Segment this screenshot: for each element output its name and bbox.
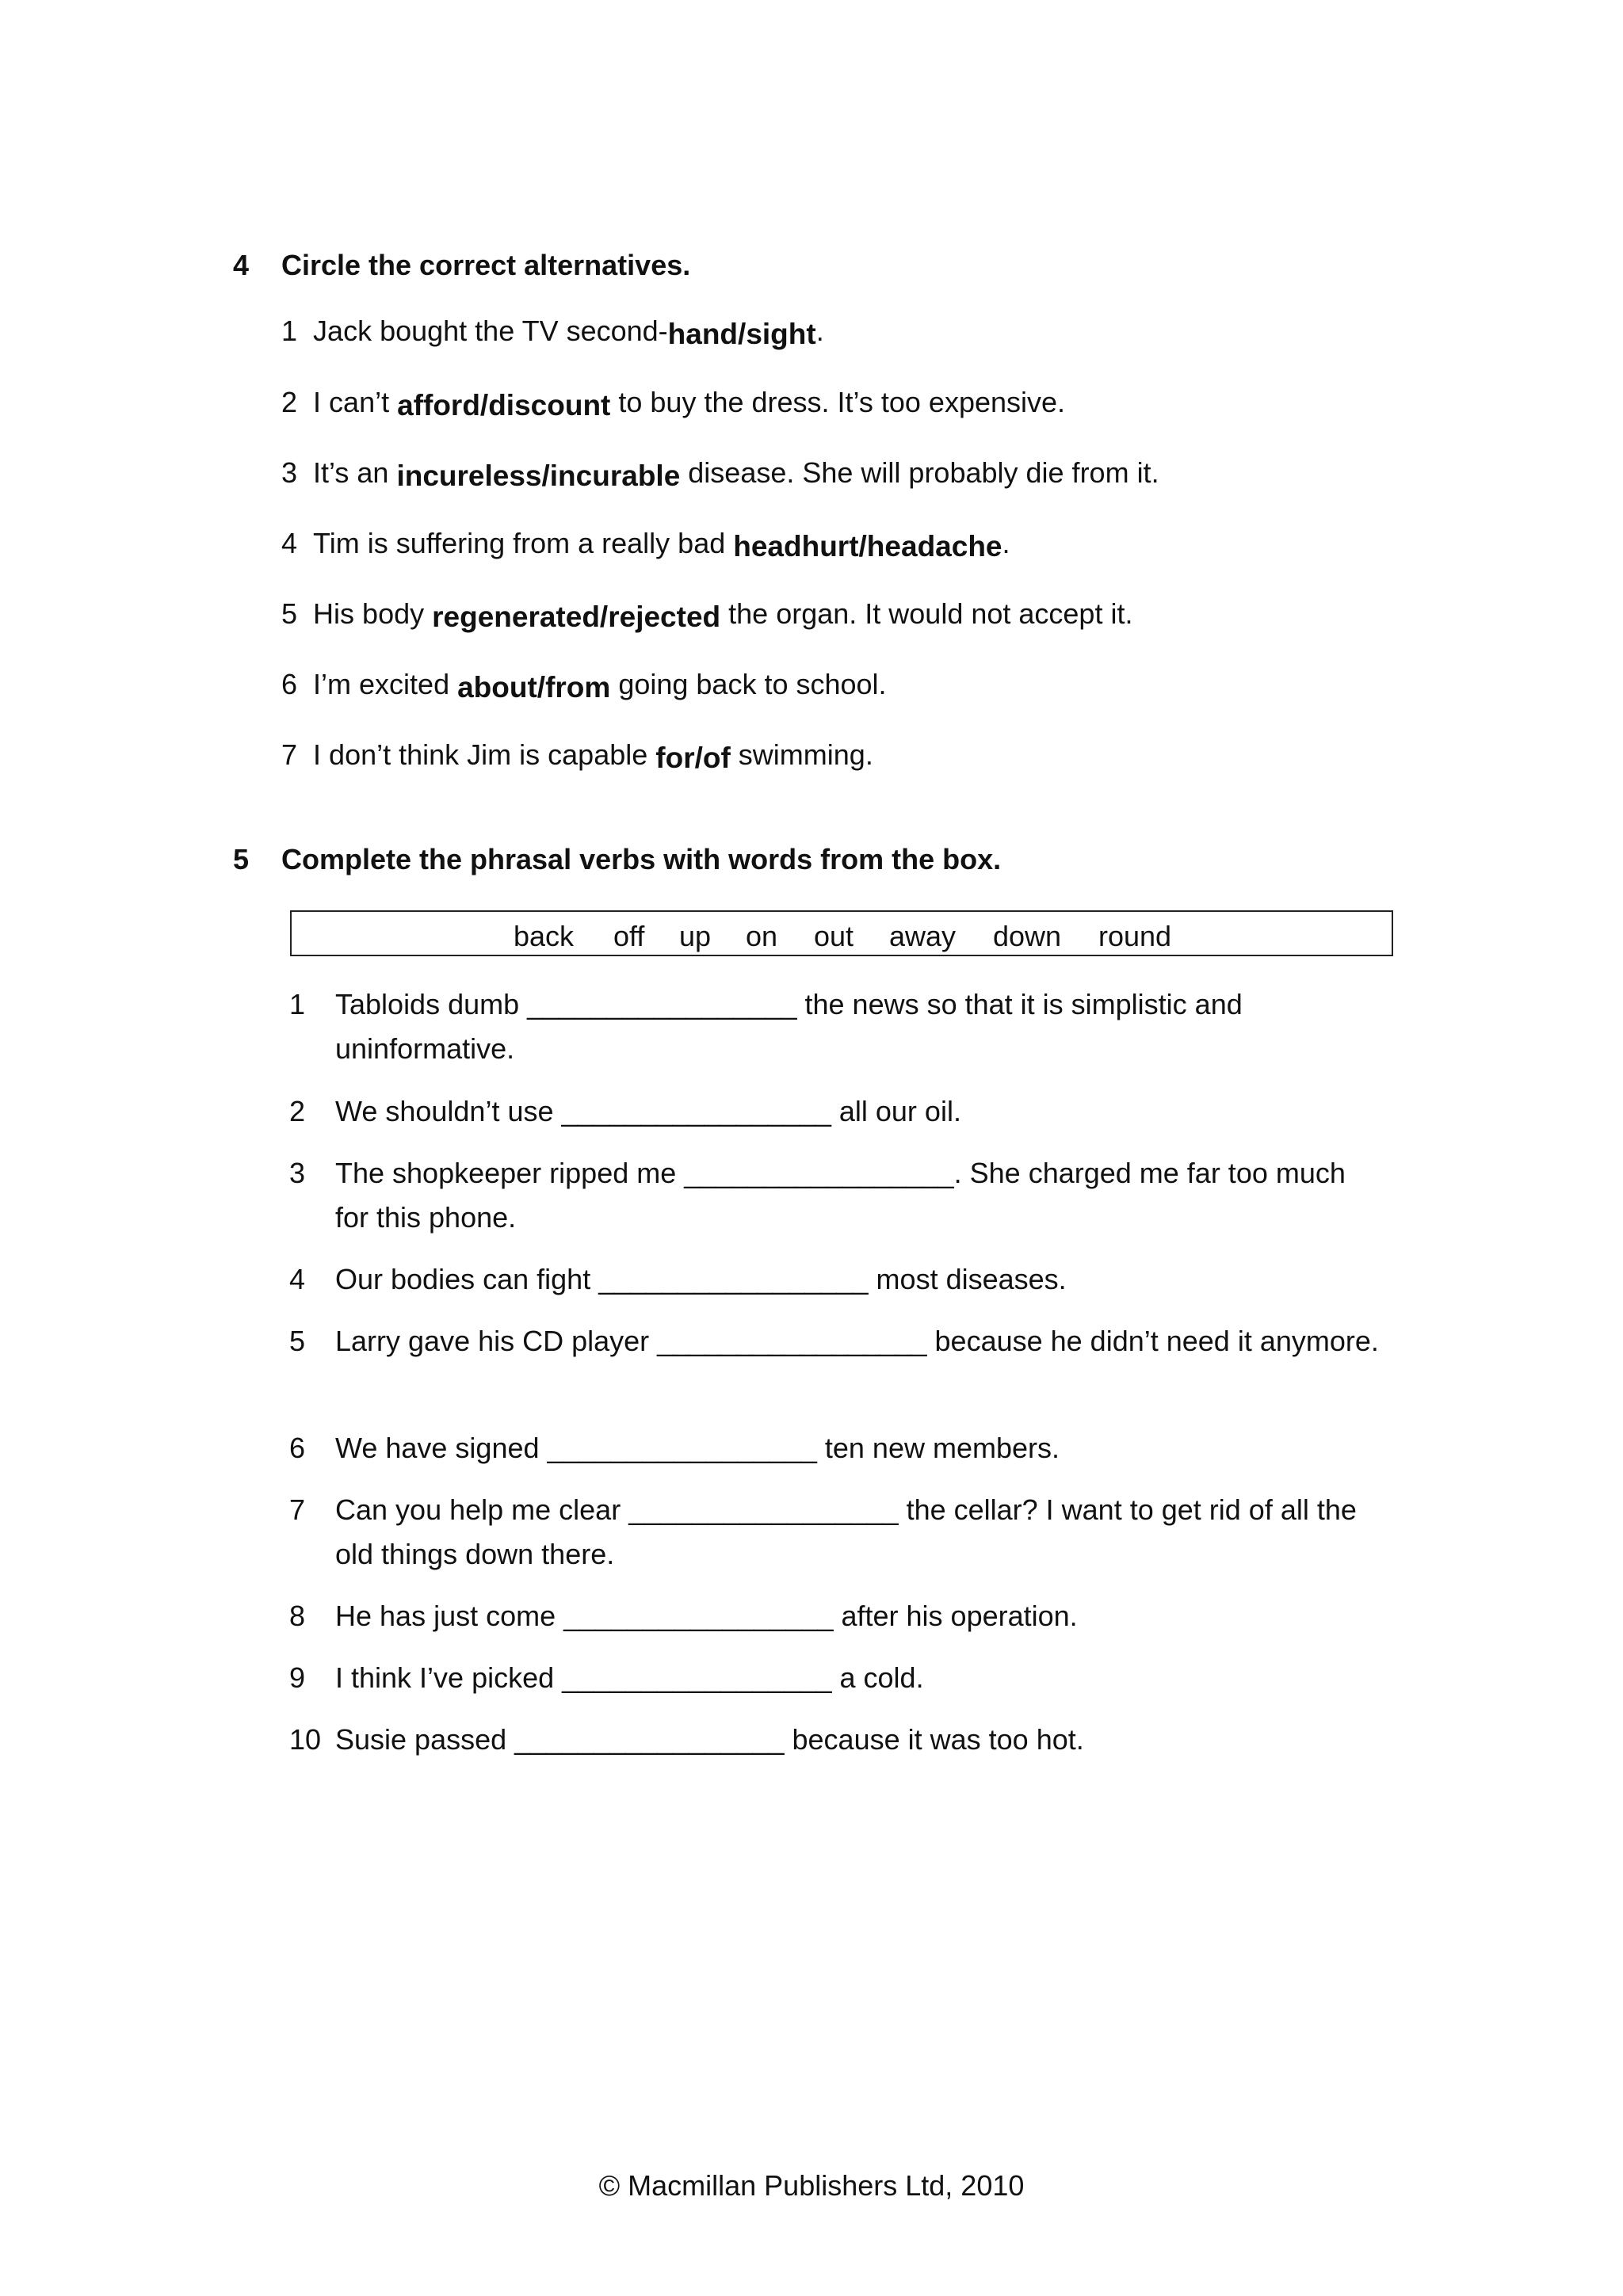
item-text: Can you help me clear _________________ the cellar? I want to get rid of all the old things down there. (335, 1493, 1357, 1570)
item-text: His body (313, 597, 433, 630)
item-text-end: to buy the dress. It’s too expensive. (610, 386, 1066, 418)
item-number: 8 (289, 1600, 306, 1632)
box-word: down (993, 920, 1062, 952)
ex4-item (281, 668, 887, 704)
item-text: Tabloids dumb _________________ the news so that it is simplistic and uninformative. (335, 988, 1243, 1065)
item-number: 2 (281, 386, 298, 418)
ex4-item (281, 456, 1159, 490)
item-text: Our bodies can fight _________________ most diseases. (335, 1263, 1067, 1295)
item-text: The shopkeeper ripped me _________________. She charged me far too much for this phone. (335, 1157, 1346, 1234)
item-number: 9 (289, 1661, 306, 1694)
item-text: I don’t think Jim is capable (313, 738, 656, 771)
ex4-item (281, 738, 873, 772)
item-options[interactable]: headhurt/headache (733, 530, 1002, 563)
box-word: away (889, 920, 957, 952)
item-options[interactable]: regenerated/rejected (432, 601, 721, 633)
item-number: 5 (281, 597, 298, 630)
item-number: 6 (281, 668, 298, 700)
item-text-end: the organ. It would not accept it. (720, 597, 1133, 630)
item-text-end: swimming. (730, 738, 873, 771)
item-text-end: . (1002, 527, 1010, 559)
item-number: 1 (281, 315, 298, 347)
item-text: Jack bought the TV second- (313, 315, 668, 347)
exercise-5-number: 5 (233, 843, 250, 875)
exercise-5-instruction: Complete the phrasal verbs with words from the box. (281, 843, 1002, 875)
item-text: We have signed _________________ ten new members. (335, 1432, 1060, 1464)
item-number: 1 (289, 988, 306, 1020)
box-word: back (514, 920, 575, 952)
box-word: round (1098, 920, 1172, 952)
item-number: 5 (289, 1325, 306, 1357)
item-text: It’s an (313, 456, 397, 489)
item-text: We shouldn’t use _________________ all our oil. (335, 1095, 961, 1127)
ex4-item (281, 315, 824, 348)
item-number: 10 (289, 1723, 322, 1756)
item-text: Susie passed _________________ because it was too hot. (335, 1723, 1084, 1756)
item-options[interactable]: for/of (655, 742, 731, 774)
box-word: out (814, 920, 854, 952)
item-text-end: disease. She will probably die from it. (680, 456, 1159, 489)
item-text: I’m excited (313, 668, 458, 700)
word-box (290, 910, 1393, 956)
ex4-item (281, 597, 1132, 631)
box-word: up (679, 920, 712, 952)
item-options[interactable]: afford/discount (397, 389, 611, 421)
item-text: Tim is suffering from a really bad (313, 527, 734, 559)
item-text: Larry gave his CD player _________________ because he didn’t need it anymore. (335, 1325, 1379, 1357)
item-number: 2 (289, 1095, 306, 1127)
copyright-footer: © Macmillan Publishers Ltd, 2010 (598, 2169, 1025, 2202)
item-number: 7 (289, 1493, 306, 1526)
item-number: 4 (281, 527, 298, 559)
ex4-item (281, 527, 1010, 563)
ex4-item (281, 386, 1065, 419)
exercise-4-instruction: Circle the correct alternatives. (281, 249, 691, 281)
item-options[interactable]: hand/sight (667, 318, 816, 350)
box-word: on (746, 920, 778, 952)
exercise-4-number: 4 (233, 249, 250, 281)
item-number: 4 (289, 1263, 306, 1295)
item-text-end: going back to school. (610, 668, 887, 700)
item-text: I can’t (313, 386, 398, 418)
item-number: 6 (289, 1432, 306, 1464)
item-options[interactable]: about/from (457, 671, 611, 704)
item-options[interactable]: incureless/incurable (396, 460, 681, 492)
item-number: 3 (289, 1157, 306, 1189)
item-number: 7 (281, 738, 298, 771)
item-text: I think I’ve picked _________________ a cold. (335, 1661, 924, 1694)
item-number: 3 (281, 456, 298, 489)
item-text: He has just come _________________ after his operation. (335, 1600, 1078, 1632)
box-word: off (613, 920, 645, 952)
item-text-end: . (815, 315, 824, 347)
